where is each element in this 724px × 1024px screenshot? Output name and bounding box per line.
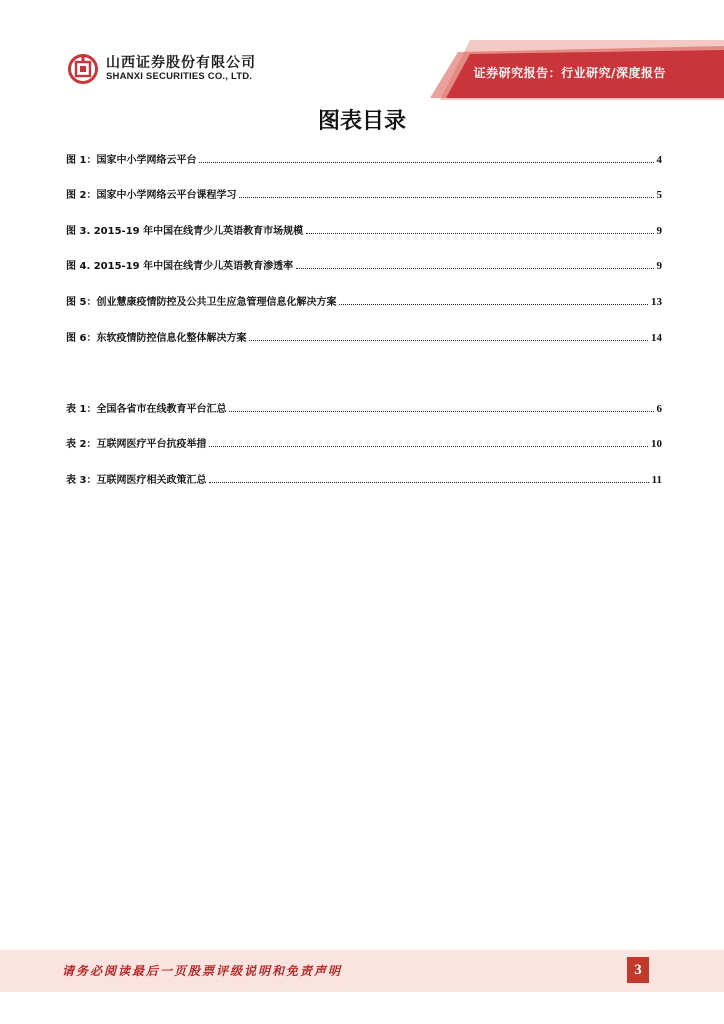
toc-entry-page: 9	[656, 260, 662, 272]
footer-disclaimer: 请务必阅读最后一页股票评级说明和免责声明	[62, 964, 343, 978]
toc-leader-dots	[296, 268, 653, 269]
toc-entry-table-2[interactable]	[66, 434, 662, 450]
toc-leader-dots	[239, 197, 653, 198]
toc-entry-figure-4[interactable]	[66, 256, 662, 272]
shanxi-securities-logo-icon	[68, 54, 98, 84]
toc-entry-page: 9	[656, 225, 662, 237]
toc-entry-figure-3[interactable]	[66, 221, 662, 237]
toc-leader-dots	[209, 446, 648, 447]
toc-leader-dots	[249, 340, 648, 341]
toc-entry-label: 表 2：互联网医疗平台抗疫举措	[66, 439, 207, 450]
toc-entry-figure-6[interactable]	[66, 328, 662, 344]
toc-entry-page: 11	[651, 474, 662, 486]
page-title: 图表目录	[317, 109, 406, 134]
toc-entry-label: 图 5：创业慧康疫情防控及公共卫生应急管理信息化解决方案	[66, 297, 337, 308]
toc-entry-label: 图 4. 2015-19 年中国在线青少儿英语教育渗透率	[66, 261, 294, 272]
toc-leader-dots	[306, 233, 653, 234]
toc-entry-label: 图 2：国家中小学网络云平台课程学习	[66, 190, 237, 201]
page-header	[0, 0, 724, 100]
toc-entry-label: 表 1：全国各省市在线教育平台汇总	[66, 404, 227, 415]
company-name-cn: 山西证券股份有限公司	[106, 55, 256, 71]
toc-entry-label: 图 6：东软疫情防控信息化整体解决方案	[66, 333, 247, 344]
toc-entry-figure-5[interactable]	[66, 292, 662, 308]
toc-entry-page: 13	[651, 296, 662, 308]
toc-entry-figure-1[interactable]	[66, 150, 662, 166]
toc-entry-figure-2[interactable]	[66, 185, 662, 201]
toc-leader-dots	[209, 482, 648, 483]
toc-leader-dots	[199, 162, 653, 163]
report-type-label: 证券研究报告：行业研究/深度报告	[473, 66, 666, 80]
page-number: 3	[627, 957, 649, 983]
toc-entry-page: 14	[651, 332, 662, 344]
toc-entry-table-1[interactable]	[66, 399, 662, 415]
toc-entry-page: 4	[656, 154, 662, 166]
toc-entry-label: 图 1：国家中小学网络云平台	[66, 155, 197, 166]
toc-leader-dots	[229, 411, 653, 412]
header-banner	[0, 0, 724, 100]
toc-entry-page: 6	[656, 403, 662, 415]
toc-entry-page: 5	[656, 189, 662, 201]
toc-entry-page: 10	[651, 438, 662, 450]
toc-entry-label: 图 3. 2015-19 年中国在线青少儿英语教育市场规模	[66, 226, 304, 237]
toc-entry-label: 表 3：互联网医疗相关政策汇总	[66, 475, 207, 486]
toc-entry-table-3[interactable]	[66, 470, 662, 486]
toc-leader-dots	[339, 304, 648, 305]
company-name-en: SHANXI SECURITIES CO., LTD.	[106, 71, 253, 82]
